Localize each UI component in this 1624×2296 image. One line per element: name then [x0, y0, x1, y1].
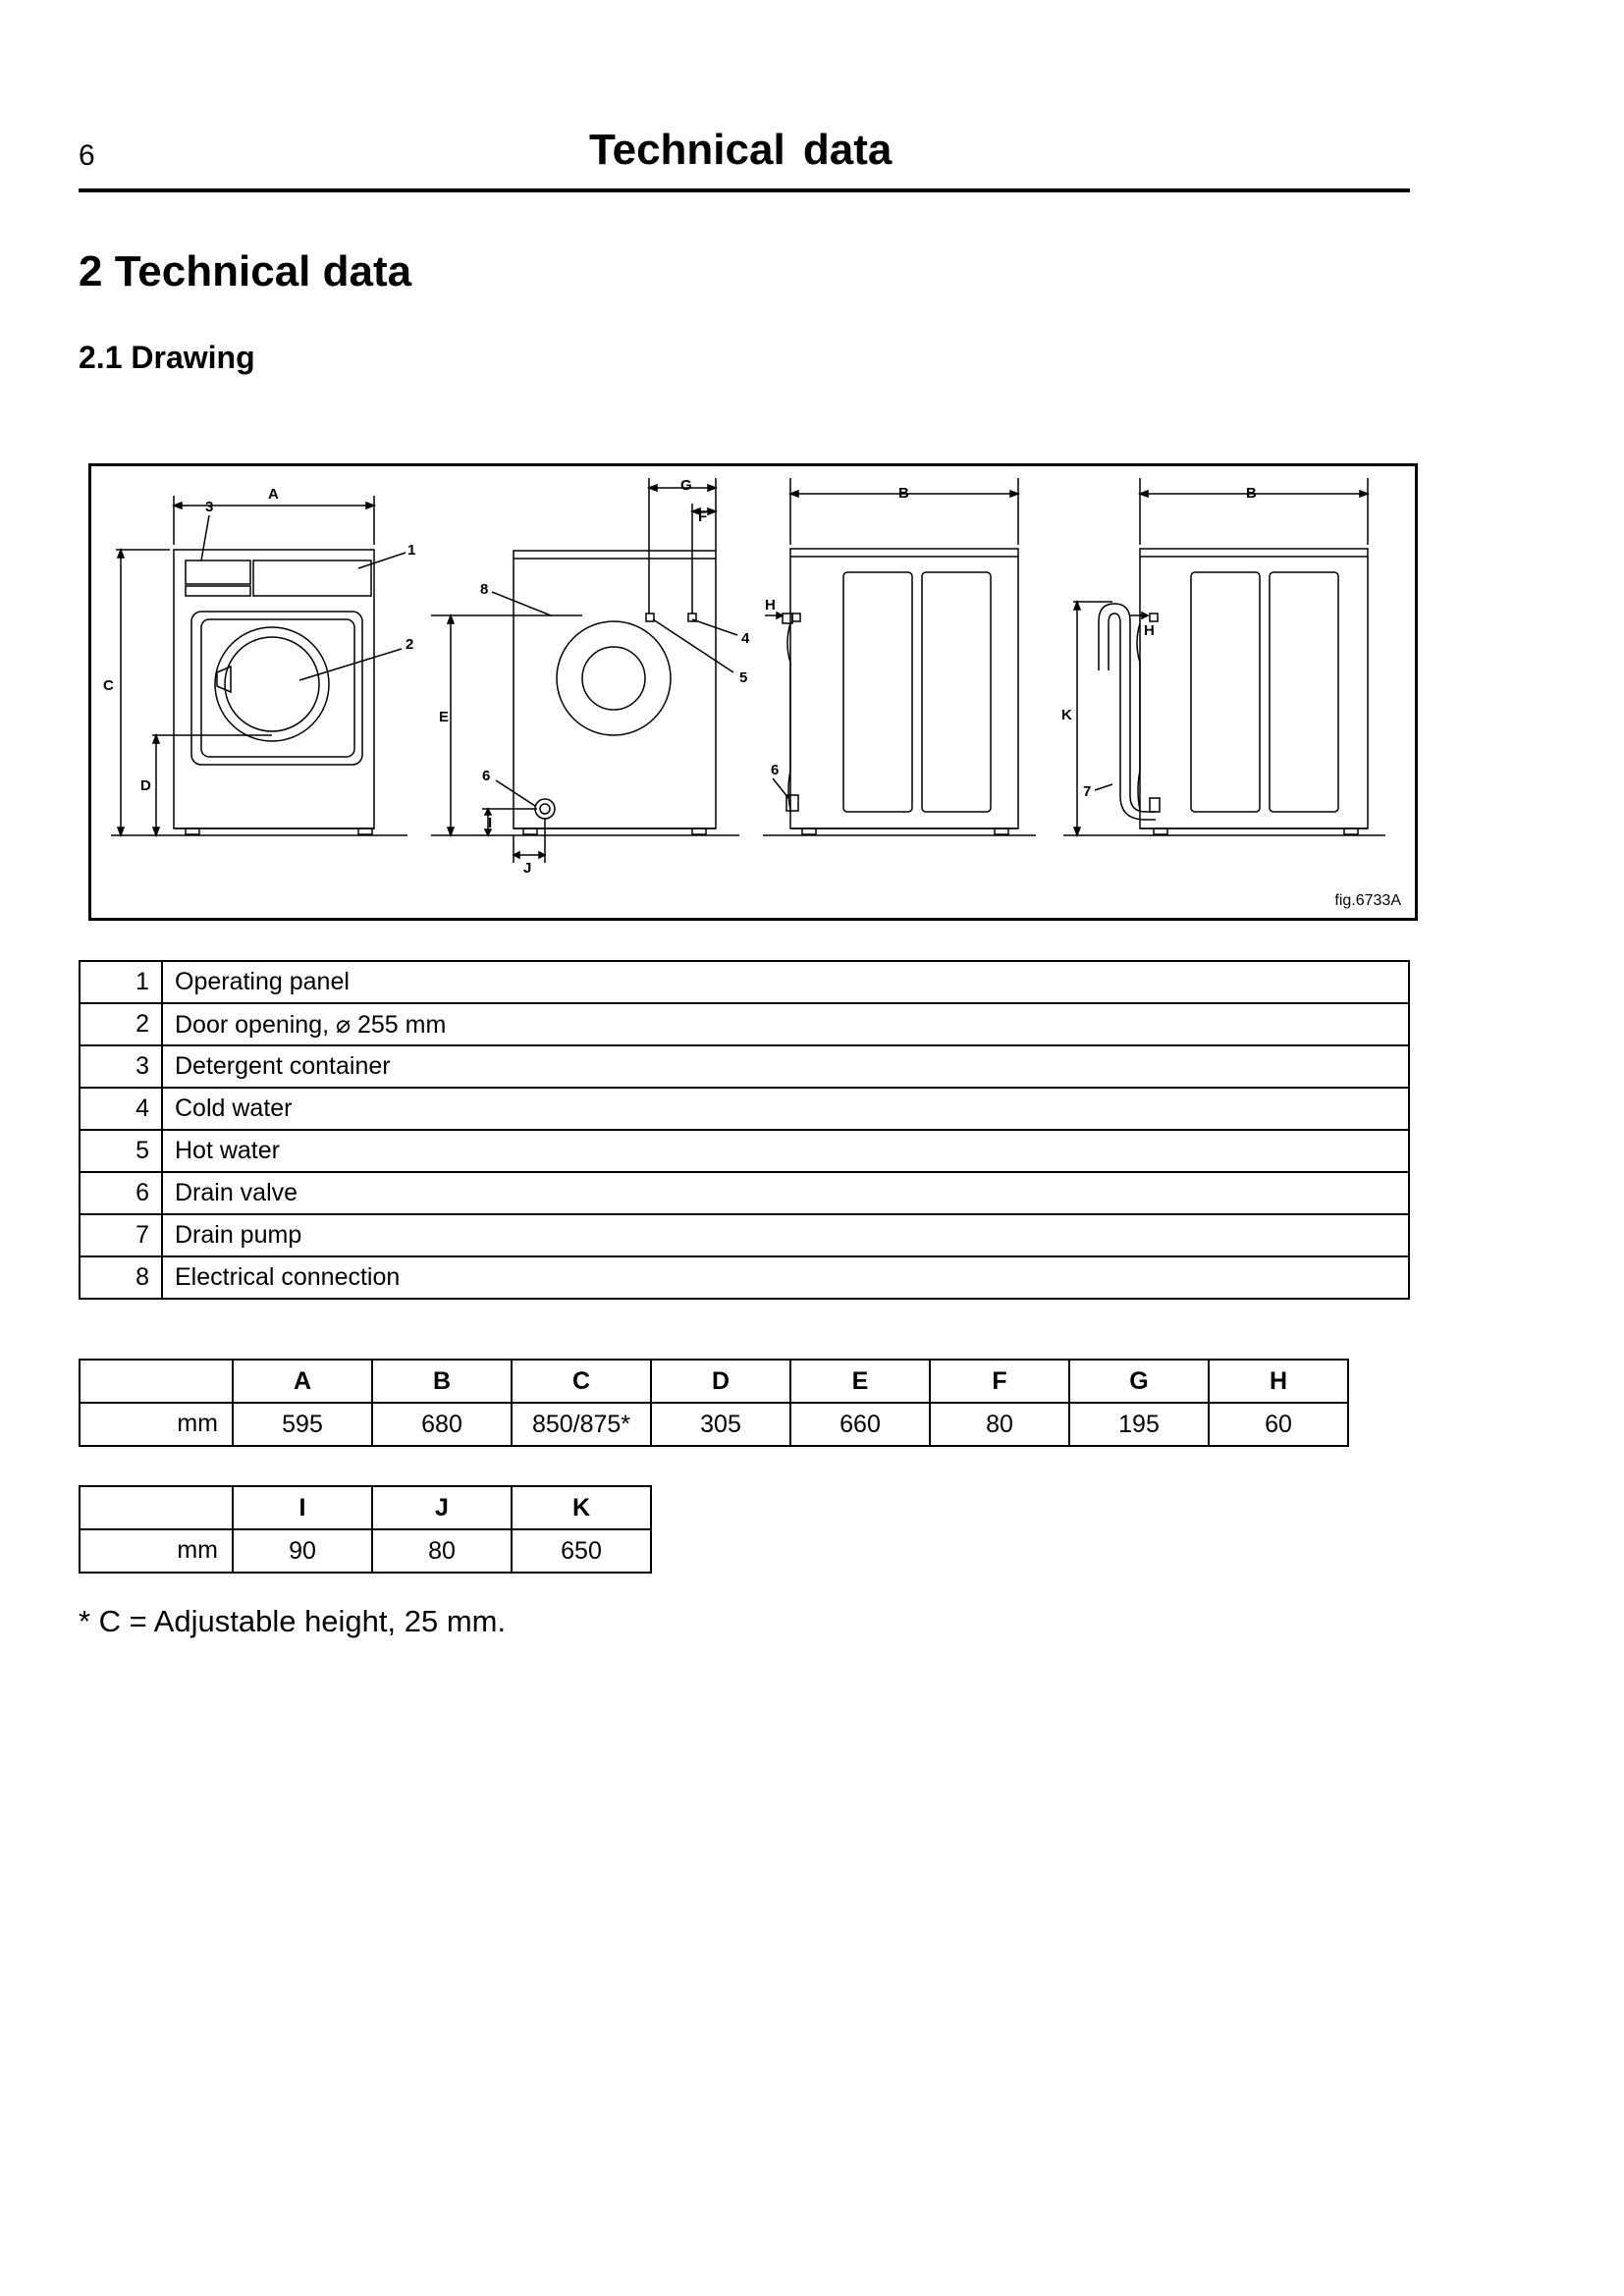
table-row: [80, 1003, 1409, 1045]
dimensions-table-2: [79, 1485, 652, 1574]
legend-description: Drain valve: [162, 1172, 1409, 1214]
figure-caption: fig.6733A: [1334, 892, 1401, 909]
value-cell: 680: [372, 1403, 512, 1446]
value-cell: 850/875*: [512, 1403, 651, 1446]
label-J: J: [523, 860, 532, 877]
legend-number: 2: [80, 1003, 162, 1045]
table-row: [80, 1172, 1409, 1214]
label-H2: H: [1144, 622, 1155, 639]
unit-cell: mm: [80, 1529, 233, 1573]
side-view-connections: [431, 478, 739, 863]
label-7: 7: [1083, 783, 1092, 800]
legend-number: 4: [80, 1088, 162, 1130]
value-cell: 60: [1209, 1403, 1348, 1446]
table-row: [80, 1214, 1409, 1256]
legend-number: 6: [80, 1172, 162, 1214]
header-cell: G: [1069, 1360, 1209, 1403]
running-head: Technical data: [589, 126, 893, 174]
label-A: A: [268, 486, 279, 503]
header-rule: [79, 188, 1410, 192]
value-cell: 305: [651, 1403, 790, 1446]
footnote: * C = Adjustable height, 25 mm.: [79, 1604, 507, 1638]
table-row: [80, 1256, 1409, 1299]
label-5: 5: [739, 669, 748, 686]
legend-number: 7: [80, 1214, 162, 1256]
header-cell: J: [372, 1486, 512, 1529]
page-number: 6: [79, 139, 95, 172]
subsection-title: 2.1 Drawing: [79, 340, 255, 375]
legend-table: [79, 960, 1410, 1300]
header-blank: [80, 1486, 233, 1529]
table-row: [80, 1088, 1409, 1130]
front-view: [111, 496, 407, 835]
table-row: [80, 1403, 1348, 1446]
header-cell: H: [1209, 1360, 1348, 1403]
label-C: C: [103, 677, 114, 694]
unit-cell: mm: [80, 1403, 233, 1446]
legend-number: 5: [80, 1130, 162, 1172]
header-cell: C: [512, 1360, 651, 1403]
dimensions-table-1: [79, 1359, 1349, 1447]
label-E: E: [439, 709, 450, 725]
label-D: D: [140, 777, 151, 794]
header-cell: D: [651, 1360, 790, 1403]
header-cell: A: [233, 1360, 372, 1403]
value-cell: 595: [233, 1403, 372, 1446]
header-cell: E: [790, 1360, 930, 1403]
label-F: F: [698, 508, 708, 525]
label-K: K: [1061, 707, 1072, 723]
legend-description: Operating panel: [162, 961, 1409, 1003]
label-G: G: [680, 477, 692, 494]
label-H1: H: [765, 597, 776, 614]
label-6b: 6: [771, 762, 780, 778]
drawing-svg: [91, 466, 1415, 918]
header-cell: K: [512, 1486, 651, 1529]
table-header-row: [80, 1486, 651, 1529]
label-4: 4: [741, 630, 750, 647]
table-row: [80, 1045, 1409, 1088]
header-cell: B: [372, 1360, 512, 1403]
label-6a: 6: [482, 768, 491, 784]
label-B2: B: [1246, 485, 1257, 502]
value-cell: 90: [233, 1529, 372, 1573]
technical-drawing: [88, 463, 1418, 921]
label-2: 2: [406, 636, 414, 653]
value-cell: 650: [512, 1529, 651, 1573]
legend-description: Drain pump: [162, 1214, 1409, 1256]
legend-description: Detergent container: [162, 1045, 1409, 1088]
value-cell: 80: [372, 1529, 512, 1573]
side-view-drain-pump: [1063, 478, 1385, 835]
header-cell: I: [233, 1486, 372, 1529]
table-row: [80, 1130, 1409, 1172]
legend-description: Cold water: [162, 1088, 1409, 1130]
label-3: 3: [205, 499, 214, 515]
side-view-drain-valve: [763, 478, 1036, 835]
label-1: 1: [407, 542, 416, 559]
table-row: [80, 961, 1409, 1003]
legend-description: Electrical connection: [162, 1256, 1409, 1299]
legend-description: Door opening, ⌀ 255 mm: [162, 1003, 1409, 1045]
value-cell: 660: [790, 1403, 930, 1446]
section-title: 2 Technical data: [79, 247, 412, 295]
table-row: [80, 1529, 651, 1573]
legend-description: Hot water: [162, 1130, 1409, 1172]
header-cell: F: [930, 1360, 1069, 1403]
header-blank: [80, 1360, 233, 1403]
table-header-row: [80, 1360, 1348, 1403]
legend-number: 3: [80, 1045, 162, 1088]
value-cell: 195: [1069, 1403, 1209, 1446]
value-cell: 80: [930, 1403, 1069, 1446]
legend-number: 8: [80, 1256, 162, 1299]
label-B1: B: [898, 485, 909, 502]
label-8: 8: [480, 581, 489, 598]
legend-number: 1: [80, 961, 162, 1003]
label-I: I: [488, 815, 493, 831]
